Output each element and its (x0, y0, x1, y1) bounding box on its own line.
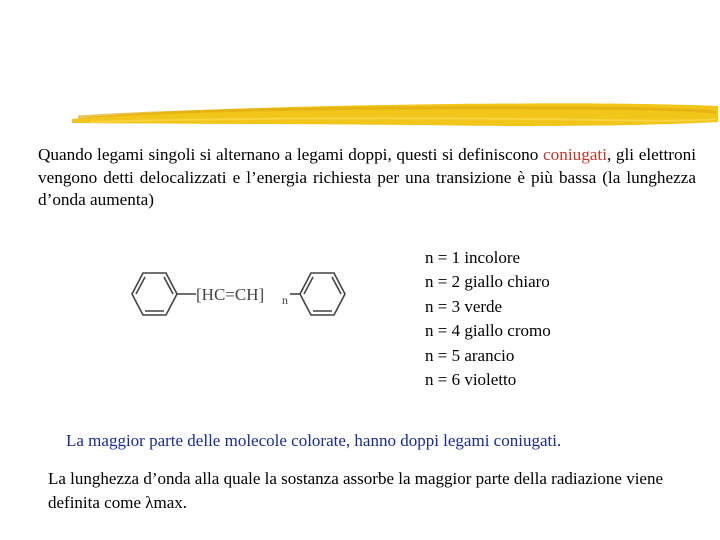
intro-paragraph (38, 144, 696, 212)
formula-text: [HC=CH] (196, 285, 265, 304)
formula-subscript: n (282, 293, 288, 307)
highlight-coniugati: coniugati (543, 145, 607, 164)
list-item: n = 1 incolore (425, 248, 521, 267)
list-item: n = 2 giallo chiaro (425, 272, 550, 292)
list-item: n = 4 giallo cromo (425, 321, 551, 341)
list-item: n = 6 violetto (425, 370, 517, 390)
list-item: n = 3 verde (425, 296, 503, 316)
lambda-max-paragraph: La lunghezza d’onda alla quale la sostanza assorbe la maggior parte della radiazione viene definita come λmax. (48, 469, 664, 512)
intro-part-2: , gli elettroni vengono detti delocalizzati e l’energia richiesta per una transizione è più bassa (la lunghezza d’onda aumenta) (38, 145, 696, 209)
conjugated-note: La maggior parte delle molecole colorate, hanno doppi legami coniugati. (66, 431, 562, 450)
list-item: n = 5 arancio (425, 345, 515, 365)
benzene-ring-right (300, 273, 345, 315)
diphenylpolyene-structure (118, 252, 368, 332)
benzene-ring-left (132, 273, 177, 315)
color-by-n-list (425, 246, 551, 392)
intro-part-1: Quando legami singoli si alternano a legami doppi, questi si definiscono (38, 145, 544, 164)
